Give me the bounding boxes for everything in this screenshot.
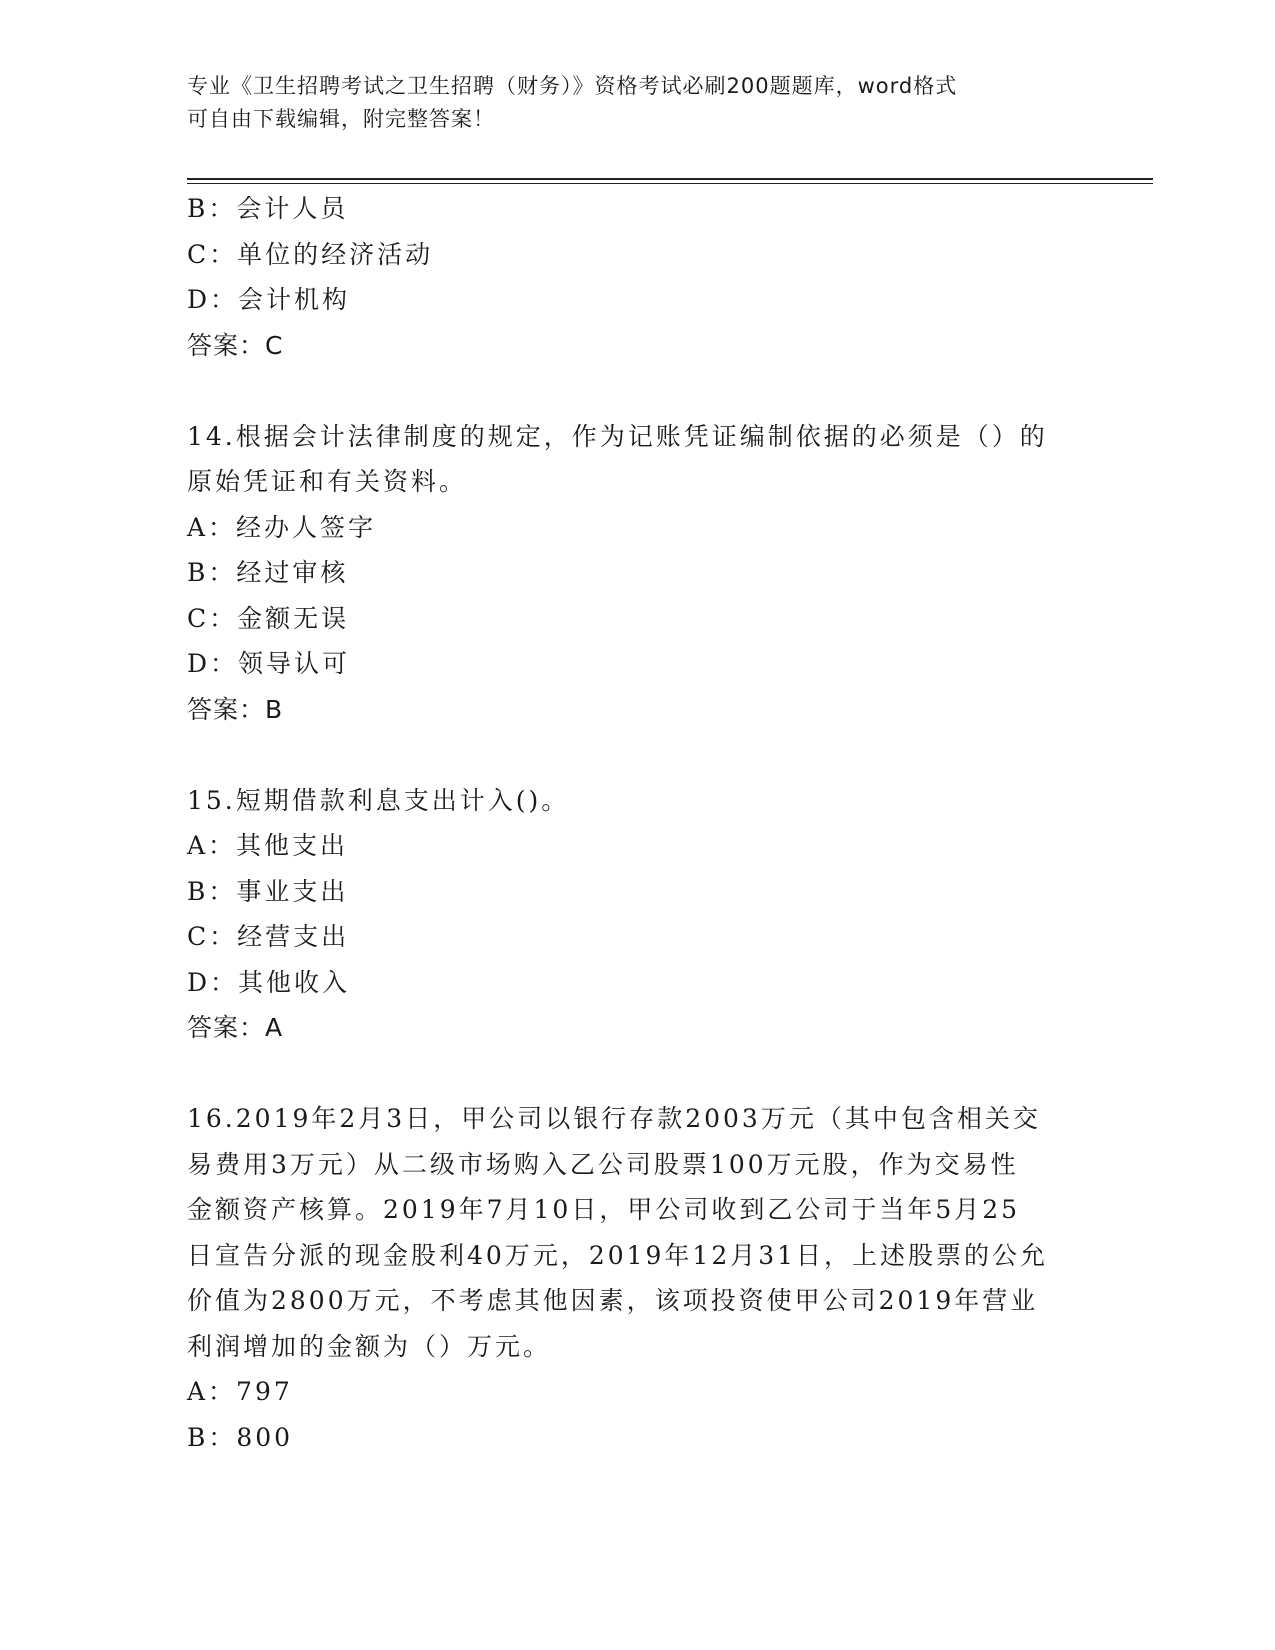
question-text-line: 利润增加的金额为（）万元。	[187, 1331, 552, 1361]
option-a: A：经办人签字	[187, 512, 377, 542]
question-15	[187, 778, 1087, 1051]
document-header	[187, 70, 1067, 136]
option-d: D：领导认可	[187, 649, 351, 678]
option-b: B：会计人员	[187, 194, 349, 223]
option-a: A：其他支出	[187, 831, 349, 860]
header-line-1: 专业《卫生招聘考试之卫生招聘（财务）》资格考试必刷200题题库，word格式	[187, 74, 958, 98]
question-text-line: 14.根据会计法律制度的规定，作为记账凭证编制依据的必须是（）的	[187, 421, 1048, 451]
option-b: B：事业支出	[187, 876, 349, 906]
question-text-line: 易费用3万元）从二级市场购入乙公司股票100万元股，作为交易性	[187, 1149, 1019, 1179]
option-d: D：会计机构	[187, 285, 351, 314]
option-d: D：其他收入	[187, 967, 351, 997]
question-14	[187, 414, 1087, 733]
question-text-line: 价值为2800万元，不考虑其他因素，该项投资使甲公司2019年营业	[187, 1286, 1039, 1315]
question-text-line: 15.短期借款利息支出计入()。	[187, 785, 570, 815]
header-rule-thin	[187, 183, 1153, 184]
question-text-line: 16.2019年2月3日，甲公司以银行存款2003万元（其中包含相关交	[187, 1104, 1041, 1133]
answer: 答案：C	[187, 330, 284, 360]
question-16	[187, 1096, 1087, 1460]
option-b: B：经过审核	[187, 558, 349, 587]
option-c: C：金额无误	[187, 603, 350, 633]
option-a: A：797	[187, 1377, 293, 1406]
question-text-line: 原始凭证和有关资料。	[187, 467, 468, 496]
question-text-line: 金额资产核算。2019年7月10日，甲公司收到乙公司于当年5月25	[187, 1195, 1021, 1224]
option-b: B：800	[187, 1422, 294, 1452]
header-line-2: 可自由下载编辑，附完整答案！	[187, 107, 495, 131]
question-13-tail	[187, 186, 1087, 368]
answer: 答案：B	[187, 694, 284, 724]
option-c: C：单位的经济活动	[187, 239, 434, 269]
header-rule-thick	[187, 178, 1153, 180]
question-text-line: 日宣告分派的现金股利40万元，2019年12月31日，上述股票的公允	[187, 1240, 1049, 1270]
question-list	[187, 186, 1087, 1460]
answer: 答案：A	[187, 1013, 284, 1042]
option-c: C：经营支出	[187, 922, 350, 951]
